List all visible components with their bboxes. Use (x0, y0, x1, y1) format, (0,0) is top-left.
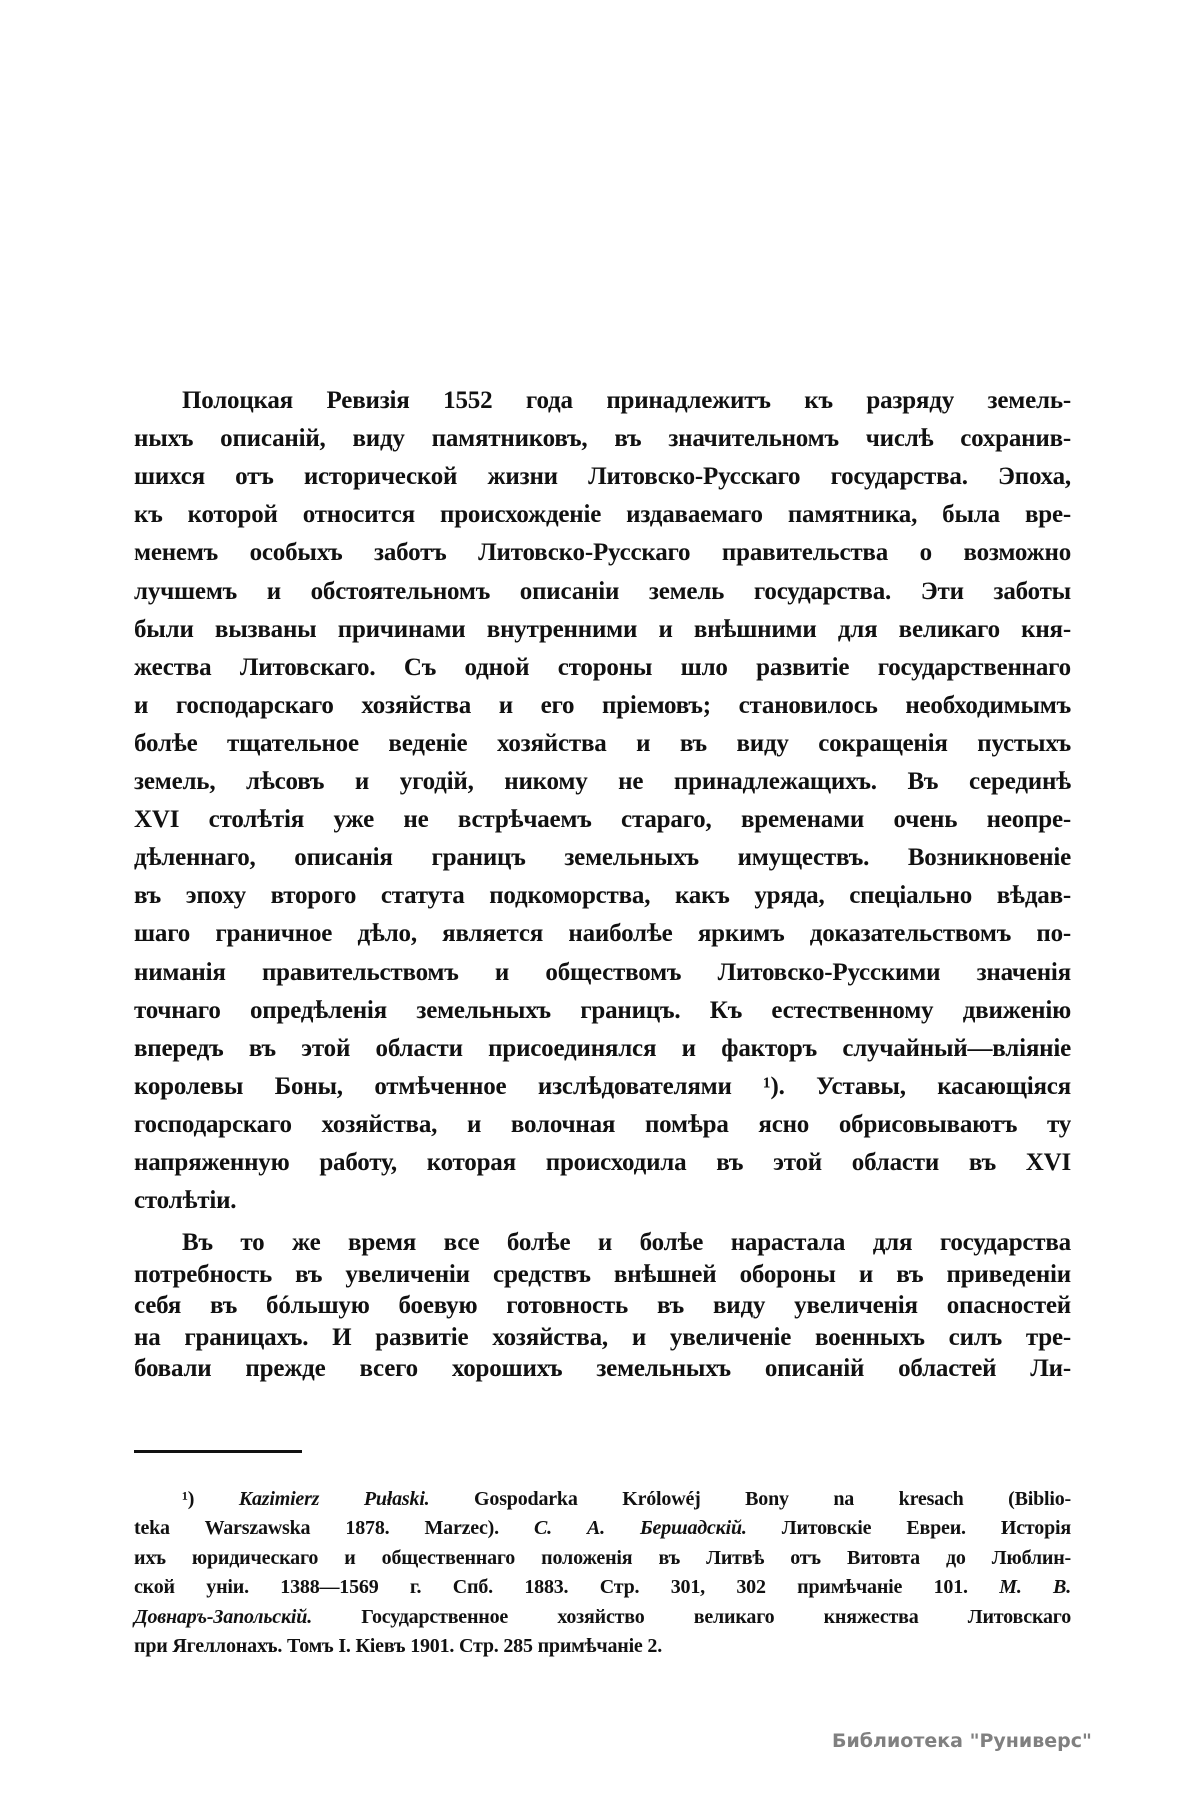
text-line: ныхъ описаній, виду памятниковъ, въ значительномъ числѣ сохранив- (134, 425, 1071, 453)
text-line: королевы Боны, отмѣченное изслѣдователями ¹). Уставы, касающіяся (134, 1072, 1071, 1100)
text-line: шихся отъ исторической жизни Литовско-Русскаго государства. Эпоха, (134, 463, 1071, 491)
text-line: жества Литовскаго. Съ одной стороны шло развитіе государственнаго (134, 653, 1071, 681)
text-line: на границахъ. И развитіе хозяйства, и увеличеніе военныхъ силъ тре- (134, 1323, 1071, 1351)
footnote-separator (134, 1450, 302, 1453)
footnote-citation-author: С. А. Бершадскій. (534, 1517, 747, 1540)
text-line: къ которой относится происхожденіе издаваемаго памятника, была вре- (134, 501, 1071, 529)
text-line: себя въ бóльшую боевую готовность въ виду увеличенія опасностей (134, 1292, 1071, 1320)
footnote-text: ихъ юридическаго и общественнаго положенія въ Литвѣ отъ Витовта до Люблин- (134, 1546, 1071, 1569)
footnote-text: ской уніи. 1388—1569 г. Спб. 1883. Стр. 301, 302 примѣчаніе 101. (134, 1576, 1000, 1599)
text-line (134, 1604, 1071, 1630)
text-line (134, 1545, 1071, 1571)
text-line (134, 1574, 1071, 1600)
footnote-text: ¹) (182, 1488, 239, 1510)
footnote-text: при Ягеллонахъ. Томъ I. Кіевъ 1901. Стр. 285 примѣчаніе 2. (134, 1635, 662, 1657)
text-line: лучшемъ и обстоятельномъ описаніи земель государства. Эти заботы (134, 577, 1071, 605)
text-line (182, 1486, 1071, 1512)
footnote-text: teka Warszawska 1878. Marzec). (134, 1517, 534, 1540)
text-line: Въ то же время все болѣе и болѣе нарастала для государства (182, 1229, 1071, 1256)
text-line: и господарскаго хозяйства и его пріемовъ; становилось необходимымъ (134, 691, 1071, 719)
text-line: болѣе тщательное веденіе хозяйства и въ виду сокращенія пустыхъ (134, 729, 1071, 757)
footnote-citation-author: Kazimierz Pułaski. (238, 1488, 430, 1510)
footnote-text: Государственное хозяйство великаго княжества Литовскаго (312, 1605, 1071, 1628)
text-line: господарскаго хозяйства, и волочная помѣра ясно обрисовываютъ ту (134, 1110, 1071, 1138)
text-line: напряженную работу, которая происходила въ этой области въ XVI (134, 1149, 1071, 1176)
text-line (134, 1515, 1071, 1541)
text-line: Полоцкая Ревизія 1552 года принадлежитъ къ разряду земель- (182, 387, 1071, 414)
text-line: XVI столѣтія уже не встрѣчаемъ стараго, временами очень неопре- (134, 806, 1071, 834)
footnote-text: Литовскіе Евреи. Исторія (746, 1517, 1071, 1540)
text-line: потребность въ увеличеніи средствъ внѣшней обороны и въ приведеніи (134, 1260, 1071, 1288)
footnote-citation-author: М. В. (999, 1576, 1071, 1599)
text-line: земель, лѣсовъ и угодій, никому не принадлежащихъ. Въ серединѣ (134, 768, 1071, 795)
library-watermark: Библиотека "Руниверс" (832, 1730, 1092, 1752)
footnote-citation-author: Довнаръ-Запольскій. (134, 1605, 312, 1628)
text-line: столѣтіи. (134, 1187, 237, 1215)
text-line: дѣленнаго, описанія границъ земельныхъ имуществъ. Возникновеніе (134, 844, 1071, 872)
text-line: бовали прежде всего хорошихъ земельныхъ описаній областей Ли- (134, 1355, 1071, 1383)
text-line (134, 1633, 1071, 1659)
text-line: были вызваны причинами внутренними и внѣшними для великаго кня- (134, 615, 1071, 643)
text-line: шаго граничное дѣло, является наиболѣе яркимъ доказательствомъ по- (134, 920, 1071, 948)
footnote-text: Gospodarka Królowéj Bony na kresach (Biblio- (429, 1488, 1071, 1510)
text-line: точнаго опредѣленія земельныхъ границъ. Къ естественному движенію (134, 996, 1071, 1024)
text-line: менемъ особыхъ заботъ Литовско-Русскаго правительства о возможно (134, 539, 1071, 567)
text-line: въ эпоху второго статута подкоморства, какъ уряда, спеціально вѣдав- (134, 882, 1071, 910)
text-line: ниманія правительствомъ и обществомъ Литовско-Русскими значенія (134, 958, 1071, 986)
text-line: впередъ въ этой области присоединялся и факторъ случайный—вліяніе (134, 1034, 1071, 1062)
